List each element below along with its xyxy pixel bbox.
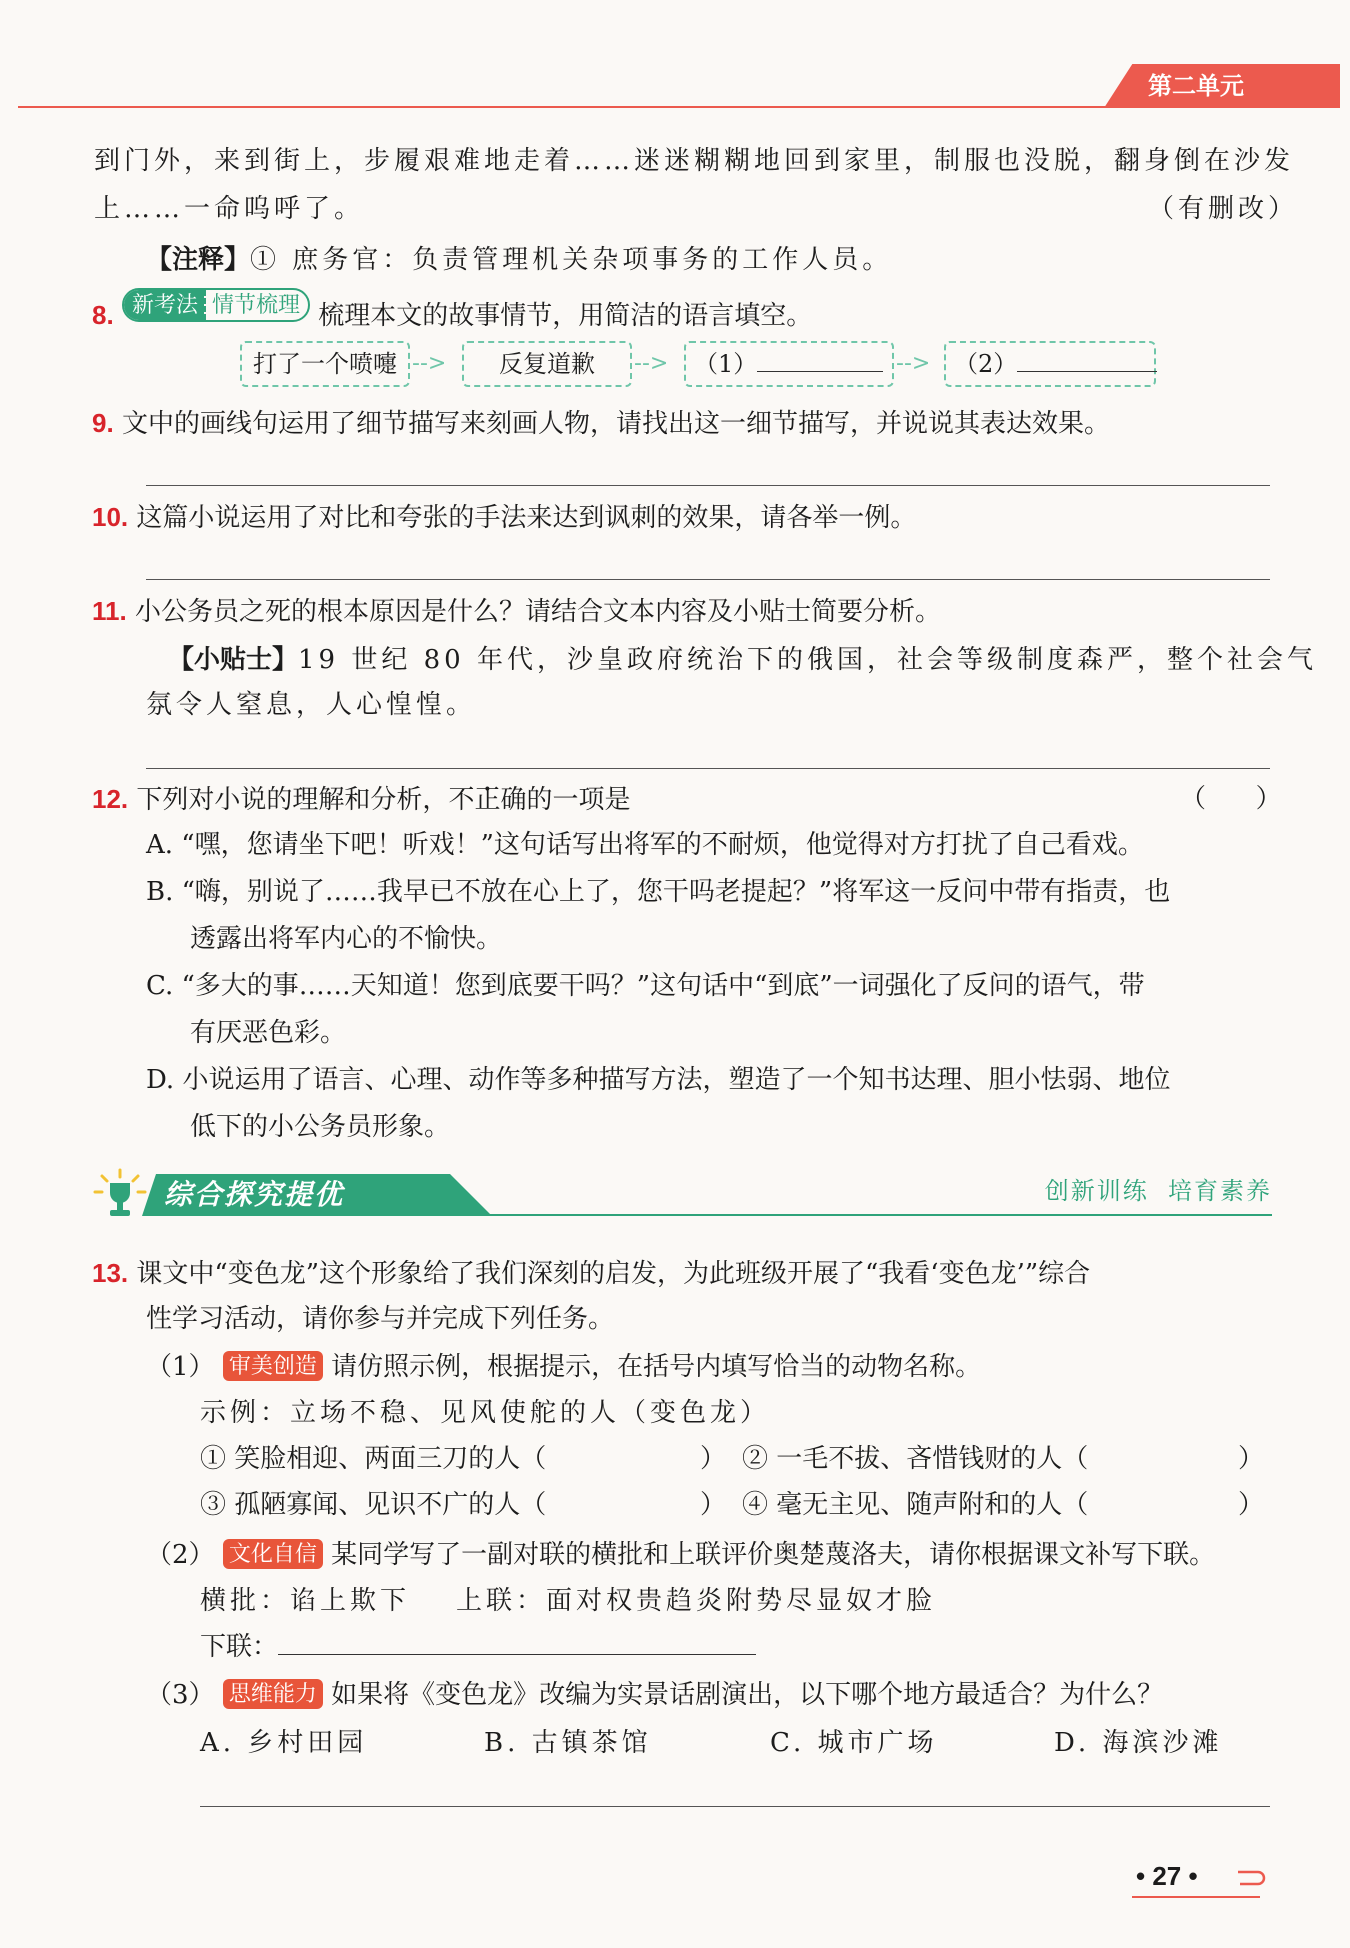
task-tag: 文化自信: [223, 1539, 323, 1569]
task-tag: 审美创造: [223, 1351, 323, 1381]
idiom-blank-4-close[interactable]: ）: [1238, 1490, 1265, 1520]
blank-label: （2）: [954, 350, 1018, 378]
couplet-hengpi: 横批：谄上欺下: [200, 1586, 411, 1616]
badge-sub: 情节梳理: [204, 290, 308, 320]
answer-blank[interactable]: [1017, 347, 1157, 372]
plot-box-4[interactable]: [944, 341, 1156, 387]
idiom-item-1: ① 笑脸相迎、两面三刀的人（: [200, 1444, 547, 1474]
idiom-item-4: ④ 毫无主见、随声附和的人（: [742, 1490, 1089, 1520]
arrow-icon: -->: [896, 351, 931, 376]
question-10: [92, 498, 916, 537]
section-rule: [482, 1214, 1272, 1216]
question-number: 11.: [92, 596, 127, 626]
question-number: 10.: [92, 502, 129, 532]
question-text: 这篇小说运用了对比和夸张的手法来达到讽刺的效果，请各举一例。: [136, 503, 917, 533]
answer-line[interactable]: [146, 768, 1270, 769]
tip-text: 19 世纪 80 年代，沙皇政府统治下的俄国，社会等级制度森严，整个社会气: [298, 645, 1317, 675]
plot-box-3[interactable]: [684, 341, 894, 387]
question-12: [92, 780, 630, 819]
answer-line[interactable]: [200, 1806, 1270, 1807]
unit-tab-label: 第二单元: [1148, 73, 1244, 100]
question-text: 文中的画线句运用了细节描写来刻画人物，请找出这一细节描写，并说说其表达效果。: [121, 409, 1110, 439]
question-number: 8.: [92, 300, 114, 330]
arrow-icon: -->: [634, 351, 669, 376]
section-title: 综合探究提优: [164, 1179, 345, 1210]
option-d[interactable]: D. 小说运用了语言、心理、动作等多种描写方法，塑造了一个知书达理、胆小怯弱、地位: [146, 1065, 1171, 1095]
question-8: [92, 288, 812, 335]
tip-label: 【小贴士】: [168, 644, 299, 674]
idiom-item-2: ② 一毛不拔、吝惜钱财的人（: [742, 1444, 1089, 1474]
passage-source: （有删改）: [1148, 194, 1299, 224]
passage-line: 到门外，来到街上，步履艰难地走着……迷迷糊糊地回到家里，制服也没脱，翻身倒在沙发: [94, 146, 1295, 176]
badge-main: 新考法: [124, 290, 204, 320]
idiom-blank-3-close[interactable]: ）: [700, 1490, 727, 1520]
section-header: [92, 1168, 1272, 1220]
question-text: 课文中“变色龙”这个形象给了我们深刻的启发，为此班级开展了“我看‘变色龙’”综合: [136, 1259, 1091, 1289]
section-subtitle: 创新训练 培育素养: [1044, 1177, 1272, 1205]
xialian-label: 下联：: [200, 1632, 279, 1662]
question-text: 小公务员之死的根本原因是什么？请结合文本内容及小贴士简要分析。: [134, 597, 941, 627]
task-text: 某同学写了一副对联的横批和上联评价奥楚蔑洛夫，请你根据课文补写下联。: [331, 1540, 1216, 1570]
blank-label: （1）: [694, 350, 758, 378]
option-c[interactable]: C. “多大的事……天知道！您到底要干吗？”这句话中“到底”一词强化了反问的语气，带: [146, 971, 1145, 1001]
venue-option-d[interactable]: D. 海滨沙滩: [1054, 1728, 1223, 1758]
task-tag: 思维能力: [223, 1679, 323, 1709]
tip-line: 氛令人窒息，人心惶惶。: [146, 690, 477, 720]
couplet-xialian: [200, 1628, 756, 1666]
couplet-shanglian: 上联：面对权贵趋炎附势尽显奴才脸: [456, 1586, 937, 1616]
emphasis-text: 不正确: [448, 785, 527, 815]
task-number: （3）: [146, 1680, 215, 1710]
venue-option-c[interactable]: C. 城市广场: [770, 1728, 938, 1758]
note-label: 【注释】: [146, 244, 251, 274]
note-text: ① 庶务官：负责管理机关杂项事务的工作人员。: [250, 245, 893, 275]
question-text: 梳理本文的故事情节，用简洁的语言填空。: [318, 301, 813, 331]
answer-line[interactable]: [146, 485, 1270, 486]
venue-option-a[interactable]: A. 乡村田园: [200, 1728, 368, 1758]
plot-box-2: 反复道歉: [462, 341, 632, 387]
tip-line: [168, 640, 1317, 679]
question-number: 12.: [92, 784, 129, 814]
venue-option-b[interactable]: B. 古镇茶馆: [484, 1728, 652, 1758]
idiom-blank-1-close[interactable]: ）: [700, 1444, 727, 1474]
task-1: [146, 1348, 981, 1386]
option-b[interactable]: B. “嗨，别说了……我早已不放在心上了，您干吗老提起？”将军这一反问中带有指责，也: [146, 877, 1171, 907]
plot-box-1: 打了一个喷嚏: [240, 341, 410, 387]
idiom-item-3: ③ 孤陋寡闻、见识不广的人（: [200, 1490, 547, 1520]
passage-note: [146, 240, 892, 279]
answer-blank[interactable]: [757, 347, 883, 372]
option-c-cont: 有厌恶色彩。: [190, 1018, 347, 1048]
passage-line: 上……一命呜呼了。: [94, 194, 365, 224]
question-number: 9.: [92, 408, 114, 438]
page-number-underline: [1132, 1896, 1260, 1898]
arrow-icon: -->: [412, 351, 447, 376]
trophy-icon: [92, 1168, 148, 1220]
option-b-cont: 透露出将军内心的不愉快。: [190, 924, 503, 954]
task-2: [146, 1536, 1215, 1574]
example-line: 示例：立场不稳、见风使舵的人（变色龙）: [200, 1398, 771, 1428]
task-number: （1）: [146, 1352, 215, 1382]
question-11: [92, 592, 941, 631]
answer-bracket[interactable]: （ ）: [1180, 784, 1282, 814]
question-9: [92, 404, 1110, 443]
task-number: （2）: [146, 1540, 215, 1570]
page-arrow-icon: [1236, 1868, 1266, 1888]
question-13-cont: 性学习活动，请你参与并完成下列任务。: [146, 1304, 615, 1334]
question-text: 下列对小说的理解和分析，不正确的一项是: [136, 785, 631, 815]
new-method-badge: [122, 288, 310, 322]
task-text: 请仿照示例，根据提示，在括号内填写恰当的动物名称。: [331, 1352, 982, 1382]
idiom-blank-2-close[interactable]: ）: [1238, 1444, 1265, 1474]
option-a[interactable]: A. “嘿，您请坐下吧！听戏！”这句话写出将军的不耐烦，他觉得对方打扰了自己看戏。: [146, 830, 1144, 860]
question-number: 13.: [92, 1258, 129, 1288]
option-d-cont: 低下的小公务员形象。: [190, 1112, 451, 1142]
xialian-blank[interactable]: [278, 1630, 756, 1655]
question-13: [92, 1254, 1090, 1293]
answer-line[interactable]: [146, 579, 1270, 580]
task-3: [146, 1676, 1163, 1714]
page-number: • 27 •: [1136, 1861, 1198, 1891]
task-text: 如果将《变色龙》改编为实景话剧演出，以下哪个地方最适合？为什么？: [331, 1680, 1164, 1710]
